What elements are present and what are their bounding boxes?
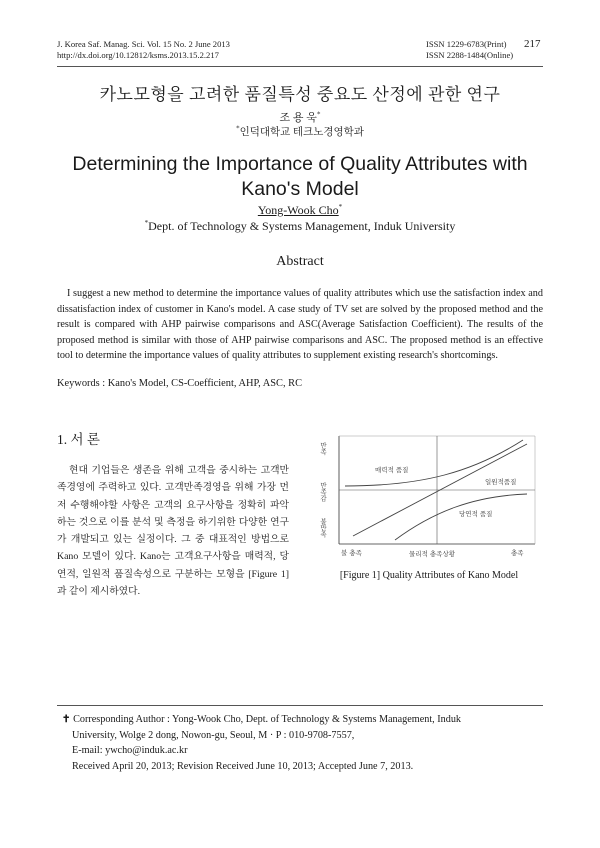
footnote-address: University, Wolge 2 dong, Nowon-gu, Seoul, M · P : 010-9708-7557,: [72, 729, 355, 741]
english-author-name: Yong-Wook Cho: [257, 203, 339, 217]
english-affiliation: *Dept. of Technology & Systems Management, Induk University: [144, 219, 456, 233]
english-title-line2: Kano's Model: [241, 178, 359, 200]
header-divider: [57, 66, 543, 67]
korean-affiliation: *인덕대학교 테크노경영학과: [236, 124, 364, 138]
x-label-mid: 물리적 충족상황: [409, 550, 456, 558]
section-title: 1. 서 론: [57, 432, 100, 447]
issn-online: ISSN 2288-1484(Online): [426, 50, 514, 60]
issn-print: ISSN 1229-6783(Print): [426, 39, 507, 49]
doi-link[interactable]: http://dx.doi.org/10.12812/ksms.2013.15.2.217: [57, 50, 219, 60]
must-be-label: 당연적 품질: [459, 510, 493, 518]
footnote-line-author: [62, 712, 548, 728]
korean-title: 카노모형을 고려한 품질특성 중요도 산정에 관한 연구: [99, 85, 501, 104]
y-label-mid: 만족감: [319, 482, 327, 502]
y-label-bottom: 불만족: [319, 518, 327, 538]
korean-author: 조 용 욱*: [279, 110, 321, 124]
attractive-label: 매력적 품질: [375, 466, 409, 474]
page-number: 217: [524, 38, 541, 50]
abstract-body: I suggest a new method to determine the importance values of quality attributes which use the satisfaction index and dissatisfaction index of customer in Kano's model. A case study of TV set are solved by the proposed method and the result is compared with AHP pairwise comparisons and ASC(Average Satisfaction Coefficient). The results of the proposed method is similar with those of AHP pairwise comparisons and ASC. The proposed method is an effective tool to determine the importance values of quality attributes to supplement existing research's shortcomings.: [57, 288, 543, 361]
keywords: Keywords : Kano's Model, CS-Coefficient, AHP, ASC, RC: [57, 378, 302, 389]
introduction-body: 현대 기업들은 생존을 위해 고객을 중시하는 고객만족경영에 주력하고 있다. 고객만족경영을 위해 가장 먼저 수행해야할 사항은 고객의 요구사항을 정확히 파악하는 것으로 이를 분석 및 측정을 하기위한 다양한 연구가 개발되고 있는 실정이다. 그 중 대표적인 방법으로 Kano 모델이 있다. Kano는 고객요구사항을 매력적, 당연적, 일원적 품질속성으로 구분하는 모형을 [Figure 1]과 같이 제시하였다.: [57, 465, 289, 598]
english-title-line1: Determining the Importance of Quality Attributes with: [72, 153, 528, 175]
footnote-divider: [57, 705, 543, 706]
kano-model-figure: [313, 432, 545, 564]
korean-author-name: 조 용 욱: [279, 112, 317, 124]
dagger-icon: ✝: [62, 714, 71, 725]
running-header-left: [57, 39, 230, 61]
english-title: [0, 152, 600, 202]
abstract-heading: Abstract: [276, 254, 324, 269]
x-label-right: 충족: [511, 549, 524, 557]
journal-citation: J. Korea Saf. Manag. Sci. Vol. 15 No. 2 June 2013: [57, 39, 230, 49]
footnote-dates: Received April 20, 2013; Revision Received June 10, 2013; Accepted June 7, 2013.: [72, 760, 414, 772]
footnote-email[interactable]: E-mail: ywcho@induk.ac.kr: [72, 745, 188, 756]
y-label-top: 만족: [319, 442, 327, 455]
running-header-right: [426, 39, 513, 61]
korean-affiliation-text: 인덕대학교 테크노경영학과: [239, 127, 364, 138]
english-author: Yong-Wook Cho*: [257, 203, 343, 217]
figure-caption: [Figure 1] Quality Attributes of Kano Model: [339, 570, 519, 581]
corresponding-author: Corresponding Author : Yong-Wook Cho, Dept. of Technology & Systems Management, Induk: [73, 714, 462, 725]
footnote: [62, 712, 548, 774]
english-affiliation-text: Dept. of Technology & Systems Management, Induk University: [148, 219, 456, 233]
x-label-left: 불 충족: [341, 549, 362, 557]
one-dimensional-label: 일원적품질: [485, 478, 517, 486]
